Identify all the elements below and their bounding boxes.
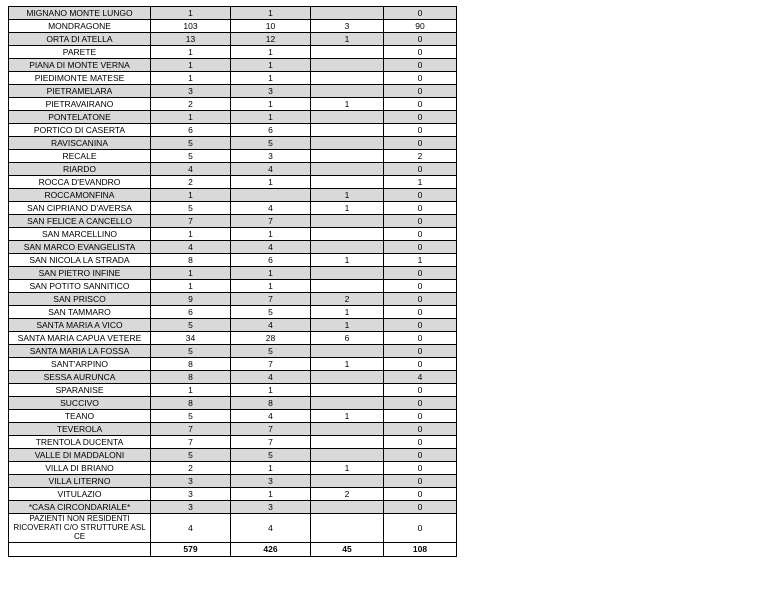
cell-value: 5 bbox=[151, 202, 231, 215]
cell-municipality: SPARANISE bbox=[9, 384, 151, 397]
table-row bbox=[9, 228, 457, 241]
cell-value: 0 bbox=[384, 345, 457, 358]
cell-municipality: SANT'ARPINO bbox=[9, 358, 151, 371]
cell-municipality: PIEDIMONTE MATESE bbox=[9, 72, 151, 85]
cell-value bbox=[311, 85, 384, 98]
cell-value: 10 bbox=[231, 20, 311, 33]
cell-value bbox=[311, 72, 384, 85]
table-row bbox=[9, 449, 457, 462]
cell-value: 1 bbox=[311, 202, 384, 215]
cell-value: 1 bbox=[231, 280, 311, 293]
cell-value: 7 bbox=[231, 423, 311, 436]
cell-value: 0 bbox=[384, 475, 457, 488]
cell-municipality: SAN CIPRIANO D'AVERSA bbox=[9, 202, 151, 215]
cell-municipality: VITULAZIO bbox=[9, 488, 151, 501]
cell-value: 0 bbox=[384, 241, 457, 254]
cell-municipality: ORTA DI ATELLA bbox=[9, 33, 151, 46]
cell-value: 1 bbox=[151, 267, 231, 280]
cell-value: 4 bbox=[151, 514, 231, 543]
cell-value: 3 bbox=[151, 501, 231, 514]
cell-municipality: PONTELATONE bbox=[9, 111, 151, 124]
cell-value: 3 bbox=[151, 488, 231, 501]
cell-value: 4 bbox=[231, 241, 311, 254]
table-row bbox=[9, 254, 457, 267]
cell-value: 6 bbox=[151, 306, 231, 319]
cell-municipality: VILLA LITERNO bbox=[9, 475, 151, 488]
cell-value: 1 bbox=[311, 410, 384, 423]
cell-value: 2 bbox=[151, 176, 231, 189]
cell-value: 5 bbox=[231, 137, 311, 150]
cell-value: 1 bbox=[151, 189, 231, 202]
cell-municipality: VALLE DI MADDALONI bbox=[9, 449, 151, 462]
cell-value bbox=[311, 423, 384, 436]
cell-value: 4 bbox=[151, 163, 231, 176]
cell-value: 4 bbox=[231, 319, 311, 332]
cell-value: 103 bbox=[151, 20, 231, 33]
cell-value bbox=[311, 176, 384, 189]
table-row bbox=[9, 267, 457, 280]
cell-value bbox=[311, 124, 384, 137]
cell-municipality: RIARDO bbox=[9, 163, 151, 176]
table-row bbox=[9, 176, 457, 189]
table-row bbox=[9, 111, 457, 124]
cell-value bbox=[311, 514, 384, 543]
cell-value: 0 bbox=[384, 397, 457, 410]
cell-value: 0 bbox=[384, 423, 457, 436]
cell-value: 5 bbox=[151, 345, 231, 358]
cell-value: 1 bbox=[311, 254, 384, 267]
cell-total-value: 426 bbox=[231, 543, 311, 557]
cell-value: 0 bbox=[384, 163, 457, 176]
cell-value: 8 bbox=[151, 254, 231, 267]
cell-value: 1 bbox=[311, 462, 384, 475]
cell-municipality: SAN NICOLA LA STRADA bbox=[9, 254, 151, 267]
cell-value: 3 bbox=[151, 475, 231, 488]
cell-value: 5 bbox=[231, 449, 311, 462]
cell-value: 4 bbox=[231, 410, 311, 423]
table-row bbox=[9, 202, 457, 215]
cell-value: 2 bbox=[151, 98, 231, 111]
cell-municipality: TEANO bbox=[9, 410, 151, 423]
cell-value: 0 bbox=[384, 228, 457, 241]
cell-value: 5 bbox=[231, 345, 311, 358]
cell-value: 1 bbox=[311, 319, 384, 332]
cell-municipality: SANTA MARIA CAPUA VETERE bbox=[9, 332, 151, 345]
cell-municipality: PAZIENTI NON RESIDENTI RICOVERATI C/O STRUTTURE ASL CE bbox=[9, 514, 151, 543]
table-row bbox=[9, 397, 457, 410]
table-row bbox=[9, 345, 457, 358]
cell-value: 1 bbox=[151, 111, 231, 124]
table-row bbox=[9, 85, 457, 98]
cell-value: 7 bbox=[231, 293, 311, 306]
table-row bbox=[9, 488, 457, 501]
cell-value: 0 bbox=[384, 202, 457, 215]
cell-municipality: SAN PRISCO bbox=[9, 293, 151, 306]
cell-municipality: SAN TAMMARO bbox=[9, 306, 151, 319]
cell-municipality: MIGNANO MONTE LUNGO bbox=[9, 7, 151, 20]
cell-municipality: SANTA MARIA LA FOSSA bbox=[9, 345, 151, 358]
cell-value: 0 bbox=[384, 124, 457, 137]
table-row bbox=[9, 436, 457, 449]
table-row bbox=[9, 7, 457, 20]
cell-value bbox=[311, 163, 384, 176]
cell-value bbox=[311, 150, 384, 163]
cell-value: 9 bbox=[151, 293, 231, 306]
cell-value: 1 bbox=[311, 33, 384, 46]
cell-value: 1 bbox=[151, 72, 231, 85]
cell-value: 4 bbox=[384, 371, 457, 384]
cell-municipality: MONDRAGONE bbox=[9, 20, 151, 33]
cell-value bbox=[311, 215, 384, 228]
cell-value: 1 bbox=[231, 228, 311, 241]
cell-value: 0 bbox=[384, 436, 457, 449]
table-body bbox=[9, 7, 457, 557]
cell-municipality: TEVEROLA bbox=[9, 423, 151, 436]
cell-value: 5 bbox=[151, 137, 231, 150]
cell-municipality: SAN POTITO SANNITICO bbox=[9, 280, 151, 293]
cell-value bbox=[311, 228, 384, 241]
table-row bbox=[9, 423, 457, 436]
cell-value: 0 bbox=[384, 59, 457, 72]
cell-municipality: PIETRAVAIRANO bbox=[9, 98, 151, 111]
cell-value: 6 bbox=[151, 124, 231, 137]
cell-total-value: 108 bbox=[384, 543, 457, 557]
cell-municipality: SAN MARCO EVANGELISTA bbox=[9, 241, 151, 254]
cell-municipality: RAVISCANINA bbox=[9, 137, 151, 150]
table-row bbox=[9, 72, 457, 85]
cell-value: 8 bbox=[231, 397, 311, 410]
cell-value: 0 bbox=[384, 189, 457, 202]
cell-value bbox=[311, 59, 384, 72]
cell-value: 4 bbox=[231, 371, 311, 384]
cell-value: 7 bbox=[231, 436, 311, 449]
cell-value: 1 bbox=[231, 7, 311, 20]
cell-value: 2 bbox=[151, 462, 231, 475]
cell-value bbox=[311, 397, 384, 410]
table-row bbox=[9, 33, 457, 46]
cases-by-municipality-table bbox=[8, 6, 457, 557]
cell-value: 0 bbox=[384, 46, 457, 59]
table-row bbox=[9, 384, 457, 397]
table-totals-row bbox=[9, 543, 457, 557]
cell-municipality: ROCCA D'EVANDRO bbox=[9, 176, 151, 189]
cell-municipality: SAN FELICE A CANCELLO bbox=[9, 215, 151, 228]
cell-value bbox=[311, 345, 384, 358]
cell-value: 0 bbox=[384, 514, 457, 543]
table-row bbox=[9, 98, 457, 111]
cell-municipality: PIETRAMELARA bbox=[9, 85, 151, 98]
cell-value: 7 bbox=[151, 215, 231, 228]
cell-value: 1 bbox=[311, 98, 384, 111]
cell-municipality: TRENTOLA DUCENTA bbox=[9, 436, 151, 449]
cell-value: 1 bbox=[231, 488, 311, 501]
cell-value: 1 bbox=[151, 46, 231, 59]
table-row bbox=[9, 215, 457, 228]
table-row bbox=[9, 137, 457, 150]
cell-value: 0 bbox=[384, 137, 457, 150]
cell-municipality: VILLA DI BRIANO bbox=[9, 462, 151, 475]
cell-value: 1 bbox=[231, 267, 311, 280]
cell-value: 12 bbox=[231, 33, 311, 46]
cell-value: 1 bbox=[311, 189, 384, 202]
table-row bbox=[9, 410, 457, 423]
cell-value bbox=[311, 449, 384, 462]
cell-value: 6 bbox=[231, 124, 311, 137]
cell-total-value: 45 bbox=[311, 543, 384, 557]
table-row bbox=[9, 358, 457, 371]
cell-value: 6 bbox=[311, 332, 384, 345]
cell-value: 0 bbox=[384, 72, 457, 85]
cell-value: 0 bbox=[384, 449, 457, 462]
table-row bbox=[9, 306, 457, 319]
cell-value: 28 bbox=[231, 332, 311, 345]
cell-municipality: SAN PIETRO INFINE bbox=[9, 267, 151, 280]
cell-value: 1 bbox=[311, 358, 384, 371]
cell-value: 0 bbox=[384, 85, 457, 98]
cell-value: 5 bbox=[151, 449, 231, 462]
table-row bbox=[9, 20, 457, 33]
cell-value: 8 bbox=[151, 371, 231, 384]
cell-value: 0 bbox=[384, 488, 457, 501]
cell-value: 3 bbox=[231, 85, 311, 98]
cell-value: 3 bbox=[231, 475, 311, 488]
table-row bbox=[9, 46, 457, 59]
cell-value: 0 bbox=[384, 33, 457, 46]
cell-value: 1 bbox=[231, 462, 311, 475]
cell-value bbox=[311, 137, 384, 150]
cell-value: 0 bbox=[384, 293, 457, 306]
table-row bbox=[9, 319, 457, 332]
table-row bbox=[9, 475, 457, 488]
cell-municipality: ROCCAMONFINA bbox=[9, 189, 151, 202]
cell-value: 0 bbox=[384, 410, 457, 423]
table-row bbox=[9, 241, 457, 254]
cell-value: 1 bbox=[384, 176, 457, 189]
cell-value: 0 bbox=[384, 280, 457, 293]
cell-value: 1 bbox=[311, 306, 384, 319]
cell-municipality: PORTICO DI CASERTA bbox=[9, 124, 151, 137]
cell-municipality: *CASA CIRCONDARIALE* bbox=[9, 501, 151, 514]
cell-municipality: SESSA AURUNCA bbox=[9, 371, 151, 384]
cell-value: 1 bbox=[151, 59, 231, 72]
cell-value: 0 bbox=[384, 306, 457, 319]
cell-value: 1 bbox=[231, 111, 311, 124]
cell-value: 0 bbox=[384, 501, 457, 514]
cell-value: 0 bbox=[384, 384, 457, 397]
cell-value: 1 bbox=[151, 384, 231, 397]
cell-value: 0 bbox=[384, 462, 457, 475]
cell-value bbox=[311, 384, 384, 397]
cell-value: 1 bbox=[384, 254, 457, 267]
cell-totals-label bbox=[9, 543, 151, 557]
cell-value: 0 bbox=[384, 358, 457, 371]
cell-municipality: RECALE bbox=[9, 150, 151, 163]
cell-value: 2 bbox=[384, 150, 457, 163]
table-row bbox=[9, 124, 457, 137]
cell-value: 0 bbox=[384, 111, 457, 124]
table-row bbox=[9, 150, 457, 163]
cell-value: 5 bbox=[151, 319, 231, 332]
cell-value bbox=[311, 46, 384, 59]
cell-value: 3 bbox=[231, 150, 311, 163]
cell-value bbox=[231, 189, 311, 202]
spreadsheet-table-container bbox=[8, 6, 456, 557]
cell-municipality: PIANA DI MONTE VERNA bbox=[9, 59, 151, 72]
cell-value: 3 bbox=[151, 85, 231, 98]
cell-value: 4 bbox=[231, 202, 311, 215]
cell-value: 3 bbox=[311, 20, 384, 33]
cell-value: 1 bbox=[231, 176, 311, 189]
cell-value: 0 bbox=[384, 267, 457, 280]
cell-value: 1 bbox=[231, 59, 311, 72]
cell-municipality: SAN MARCELLINO bbox=[9, 228, 151, 241]
cell-value: 34 bbox=[151, 332, 231, 345]
cell-value bbox=[311, 7, 384, 20]
cell-value: 13 bbox=[151, 33, 231, 46]
cell-value: 4 bbox=[151, 241, 231, 254]
cell-value: 3 bbox=[231, 501, 311, 514]
cell-value: 1 bbox=[231, 98, 311, 111]
cell-value: 4 bbox=[231, 514, 311, 543]
table-row bbox=[9, 59, 457, 72]
cell-value: 5 bbox=[151, 150, 231, 163]
cell-value: 8 bbox=[151, 397, 231, 410]
cell-value: 0 bbox=[384, 7, 457, 20]
cell-value: 0 bbox=[384, 319, 457, 332]
cell-municipality: SANTA MARIA A VICO bbox=[9, 319, 151, 332]
cell-value: 1 bbox=[231, 384, 311, 397]
cell-value: 1 bbox=[231, 72, 311, 85]
table-row bbox=[9, 293, 457, 306]
cell-value bbox=[311, 436, 384, 449]
cell-value: 7 bbox=[231, 358, 311, 371]
cell-value: 90 bbox=[384, 20, 457, 33]
cell-value bbox=[311, 111, 384, 124]
cell-total-value: 579 bbox=[151, 543, 231, 557]
cell-value bbox=[311, 475, 384, 488]
cell-value: 5 bbox=[151, 410, 231, 423]
cell-municipality: SUCCIVO bbox=[9, 397, 151, 410]
cell-value: 0 bbox=[384, 215, 457, 228]
cell-value: 7 bbox=[231, 215, 311, 228]
cell-value: 2 bbox=[311, 488, 384, 501]
cell-value: 4 bbox=[231, 163, 311, 176]
table-row bbox=[9, 462, 457, 475]
cell-value: 1 bbox=[231, 46, 311, 59]
cell-value: 0 bbox=[384, 98, 457, 111]
table-row bbox=[9, 514, 457, 543]
cell-municipality: PARETE bbox=[9, 46, 151, 59]
table-row bbox=[9, 280, 457, 293]
cell-value bbox=[311, 280, 384, 293]
cell-value: 7 bbox=[151, 423, 231, 436]
table-row bbox=[9, 371, 457, 384]
cell-value: 1 bbox=[151, 280, 231, 293]
cell-value: 8 bbox=[151, 358, 231, 371]
table-row bbox=[9, 163, 457, 176]
table-row bbox=[9, 189, 457, 202]
cell-value: 5 bbox=[231, 306, 311, 319]
cell-value: 2 bbox=[311, 293, 384, 306]
cell-value bbox=[311, 371, 384, 384]
cell-value: 0 bbox=[384, 332, 457, 345]
cell-value: 1 bbox=[151, 7, 231, 20]
cell-value: 6 bbox=[231, 254, 311, 267]
cell-value bbox=[311, 241, 384, 254]
cell-value: 1 bbox=[151, 228, 231, 241]
table-row bbox=[9, 501, 457, 514]
cell-value: 7 bbox=[151, 436, 231, 449]
cell-value bbox=[311, 267, 384, 280]
cell-value bbox=[311, 501, 384, 514]
table-row bbox=[9, 332, 457, 345]
